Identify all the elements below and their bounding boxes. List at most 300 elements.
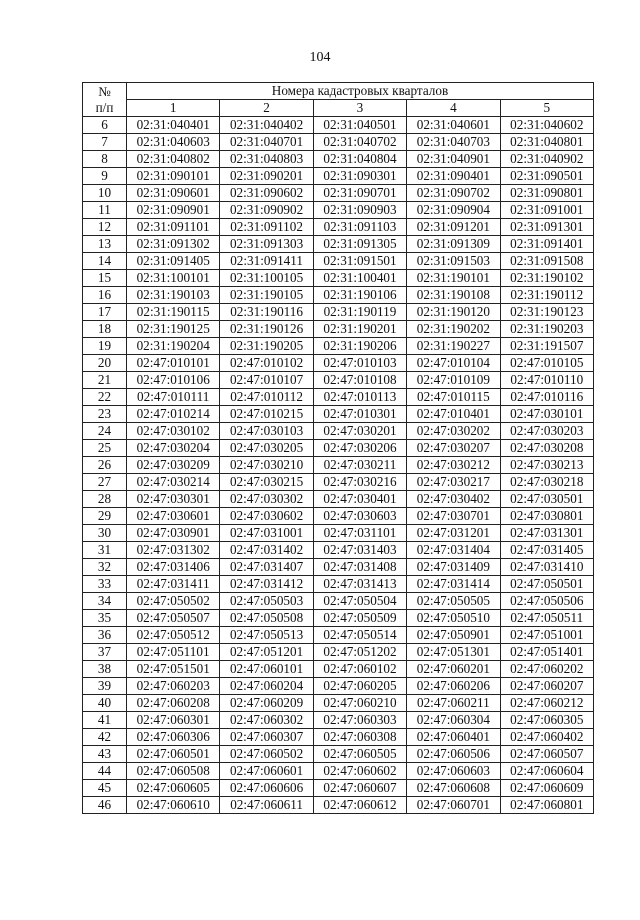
cadastral-number-cell: 02:47:050514: [313, 627, 406, 644]
cadastral-number-cell: 02:47:060210: [313, 695, 406, 712]
cadastral-number-cell: 02:31:040601: [407, 117, 500, 134]
cadastral-number-cell: 02:47:030401: [313, 491, 406, 508]
row-number-cell: 14: [83, 253, 127, 270]
table-row: [83, 202, 594, 219]
cadastral-number-cell: 02:31:090801: [500, 185, 593, 202]
cadastral-number-cell: 02:31:091101: [127, 219, 220, 236]
cadastral-number-cell: 02:31:090201: [220, 168, 313, 185]
row-number-cell: 11: [83, 202, 127, 219]
cadastral-number-cell: 02:47:031403: [313, 542, 406, 559]
cadastral-number-cell: 02:47:030206: [313, 440, 406, 457]
cadastral-number-cell: 02:47:050501: [500, 576, 593, 593]
cadastral-number-cell: 02:47:060308: [313, 729, 406, 746]
table-row: [83, 474, 594, 491]
cadastral-number-cell: 02:47:050510: [407, 610, 500, 627]
table-row: [83, 304, 594, 321]
page-number: 104: [309, 50, 331, 65]
row-number-cell: 16: [83, 287, 127, 304]
cadastral-number-cell: 02:47:031414: [407, 576, 500, 593]
table-row: [83, 134, 594, 151]
cadastral-number-cell: 02:31:190204: [127, 338, 220, 355]
cadastral-number-cell: 02:47:031413: [313, 576, 406, 593]
cadastral-number-cell: 02:47:050505: [407, 593, 500, 610]
cadastral-number-cell: 02:47:060606: [220, 780, 313, 797]
cadastral-number-cell: 02:31:190205: [220, 338, 313, 355]
cadastral-number-cell: 02:47:060307: [220, 729, 313, 746]
cadastral-number-cell: 02:47:050503: [220, 593, 313, 610]
cadastral-number-cell: 02:47:030207: [407, 440, 500, 457]
cadastral-number-cell: 02:47:031201: [407, 525, 500, 542]
cadastral-number-cell: 02:47:060301: [127, 712, 220, 729]
cadastral-number-cell: 02:47:060605: [127, 780, 220, 797]
table-row: [83, 168, 594, 185]
cadastral-number-cell: 02:31:090101: [127, 168, 220, 185]
cadastral-number-cell: 02:31:091201: [407, 219, 500, 236]
cadastral-number-cell: 02:47:031407: [220, 559, 313, 576]
cadastral-number-cell: 02:47:031411: [127, 576, 220, 593]
row-number-cell: 41: [83, 712, 127, 729]
table-row: [83, 287, 594, 304]
cadastral-number-cell: 02:47:060201: [407, 661, 500, 678]
row-number-cell: 17: [83, 304, 127, 321]
table-row: [83, 440, 594, 457]
cadastral-number-cell: 02:47:060508: [127, 763, 220, 780]
cadastral-number-cell: 02:47:060402: [500, 729, 593, 746]
cadastral-number-cell: 02:47:060507: [500, 746, 593, 763]
cadastral-number-cell: 02:31:040401: [127, 117, 220, 134]
table-body: [83, 117, 594, 814]
cadastral-number-cell: 02:47:060612: [313, 797, 406, 814]
cadastral-number-cell: 02:31:090601: [127, 185, 220, 202]
table-row: [83, 576, 594, 593]
row-number-cell: 29: [83, 508, 127, 525]
cadastral-number-cell: 02:47:060609: [500, 780, 593, 797]
cadastral-number-cell: 02:47:050513: [220, 627, 313, 644]
cadastral-number-cell: 02:47:060401: [407, 729, 500, 746]
row-number-cell: 26: [83, 457, 127, 474]
cadastral-number-cell: 02:31:090702: [407, 185, 500, 202]
cadastral-number-cell: 02:47:060203: [127, 678, 220, 695]
cadastral-number-cell: 02:47:030215: [220, 474, 313, 491]
cadastral-number-cell: 02:31:091103: [313, 219, 406, 236]
cadastral-number-cell: 02:47:010116: [500, 389, 593, 406]
cadastral-quarters-table: [82, 82, 594, 814]
cadastral-number-cell: 02:31:090602: [220, 185, 313, 202]
cadastral-number-cell: 02:47:030214: [127, 474, 220, 491]
cadastral-number-cell: 02:47:060701: [407, 797, 500, 814]
cadastral-number-cell: 02:31:190203: [500, 321, 593, 338]
cadastral-number-cell: 02:47:060601: [220, 763, 313, 780]
cadastral-number-cell: 02:47:031404: [407, 542, 500, 559]
row-number-cell: 32: [83, 559, 127, 576]
cadastral-number-cell: 02:47:060304: [407, 712, 500, 729]
cadastral-number-cell: 02:47:060607: [313, 780, 406, 797]
cadastral-number-cell: 02:47:060207: [500, 678, 593, 695]
cadastral-number-cell: 02:47:050508: [220, 610, 313, 627]
cadastral-number-cell: 02:47:030204: [127, 440, 220, 457]
cadastral-number-cell: 02:47:030210: [220, 457, 313, 474]
cadastral-number-cell: 02:31:040402: [220, 117, 313, 134]
row-number-cell: 12: [83, 219, 127, 236]
cadastral-number-cell: 02:31:090401: [407, 168, 500, 185]
cadastral-number-cell: 02:47:010301: [313, 406, 406, 423]
cadastral-number-cell: 02:31:190116: [220, 304, 313, 321]
row-number-cell: 18: [83, 321, 127, 338]
cadastral-number-cell: 02:31:100105: [220, 270, 313, 287]
table-row: [83, 406, 594, 423]
cadastral-number-cell: 02:47:030101: [500, 406, 593, 423]
cadastral-number-cell: 02:31:100101: [127, 270, 220, 287]
cadastral-number-cell: 02:31:090901: [127, 202, 220, 219]
cadastral-number-cell: 02:47:051202: [313, 644, 406, 661]
cadastral-number-cell: 02:47:030602: [220, 508, 313, 525]
table-row: [83, 236, 594, 253]
cadastral-number-cell: 02:47:031406: [127, 559, 220, 576]
cadastral-number-cell: 02:47:051501: [127, 661, 220, 678]
row-number-cell: 44: [83, 763, 127, 780]
cadastral-number-cell: 02:31:091001: [500, 202, 593, 219]
cadastral-number-cell: 02:47:060602: [313, 763, 406, 780]
cadastral-number-cell: 02:47:060205: [313, 678, 406, 695]
cadastral-number-cell: 02:47:031302: [127, 542, 220, 559]
cadastral-number-cell: 02:31:040901: [407, 151, 500, 168]
cadastral-number-cell: 02:31:090903: [313, 202, 406, 219]
table-row: [83, 661, 594, 678]
row-number-cell: 13: [83, 236, 127, 253]
cadastral-number-cell: 02:47:031412: [220, 576, 313, 593]
column-header: 1: [127, 100, 220, 117]
row-number-cell: 23: [83, 406, 127, 423]
table-row: [83, 559, 594, 576]
table-row: [83, 729, 594, 746]
cadastral-number-cell: 02:47:060306: [127, 729, 220, 746]
table-row: [83, 389, 594, 406]
cadastral-number-cell: 02:47:010215: [220, 406, 313, 423]
row-number-cell: 24: [83, 423, 127, 440]
cadastral-number-cell: 02:47:030302: [220, 491, 313, 508]
cadastral-number-cell: 02:47:030216: [313, 474, 406, 491]
column-header: 5: [500, 100, 593, 117]
row-number-cell: 21: [83, 372, 127, 389]
cadastral-number-cell: 02:47:030203: [500, 423, 593, 440]
row-number-header-line2: п/п: [95, 99, 114, 115]
row-number-cell: 30: [83, 525, 127, 542]
cadastral-number-cell: 02:31:190202: [407, 321, 500, 338]
row-number-cell: 35: [83, 610, 127, 627]
row-number-cell: 28: [83, 491, 127, 508]
cadastral-number-cell: 02:31:191507: [500, 338, 593, 355]
cadastral-number-cell: 02:31:090902: [220, 202, 313, 219]
table-row: [83, 423, 594, 440]
cadastral-number-cell: 02:47:031409: [407, 559, 500, 576]
row-number-cell: 19: [83, 338, 127, 355]
cadastral-number-cell: 02:47:010109: [407, 372, 500, 389]
cadastral-number-cell: 02:47:010214: [127, 406, 220, 423]
row-number-cell: 27: [83, 474, 127, 491]
cadastral-number-cell: 02:31:040902: [500, 151, 593, 168]
cadastral-number-cell: 02:31:091405: [127, 253, 220, 270]
cadastral-number-cell: 02:31:091301: [500, 219, 593, 236]
cadastral-number-cell: 02:31:040602: [500, 117, 593, 134]
row-number-cell: 20: [83, 355, 127, 372]
table-row: [83, 270, 594, 287]
cadastral-number-cell: 02:47:030218: [500, 474, 593, 491]
cadastral-number-cell: 02:31:040603: [127, 134, 220, 151]
cadastral-number-cell: 02:47:031001: [220, 525, 313, 542]
cadastral-number-cell: 02:31:190101: [407, 270, 500, 287]
cadastral-number-cell: 02:47:060206: [407, 678, 500, 695]
cadastral-number-cell: 02:47:031405: [500, 542, 593, 559]
table-row: [83, 678, 594, 695]
row-number-cell: 25: [83, 440, 127, 457]
table-row: [83, 457, 594, 474]
cadastral-number-cell: 02:47:030501: [500, 491, 593, 508]
table-row: [83, 780, 594, 797]
cadastral-number-cell: 02:47:060611: [220, 797, 313, 814]
cadastral-number-cell: 02:47:050511: [500, 610, 593, 627]
table-row: [83, 525, 594, 542]
cadastral-number-cell: 02:31:100401: [313, 270, 406, 287]
table-row: [83, 372, 594, 389]
cadastral-number-cell: 02:31:090701: [313, 185, 406, 202]
table-row: [83, 151, 594, 168]
row-number-cell: 38: [83, 661, 127, 678]
table-row: [83, 746, 594, 763]
cadastral-number-cell: 02:31:091303: [220, 236, 313, 253]
table-row: [83, 185, 594, 202]
cadastral-number-cell: 02:47:010401: [407, 406, 500, 423]
row-number-cell: 10: [83, 185, 127, 202]
cadastral-number-cell: 02:47:050504: [313, 593, 406, 610]
row-number-cell: 36: [83, 627, 127, 644]
cadastral-number-cell: 02:31:190108: [407, 287, 500, 304]
cadastral-number-cell: 02:31:091411: [220, 253, 313, 270]
cadastral-number-cell: 02:31:190102: [500, 270, 593, 287]
row-number-cell: 8: [83, 151, 127, 168]
row-number-cell: 37: [83, 644, 127, 661]
cadastral-number-cell: 02:47:010101: [127, 355, 220, 372]
cadastral-number-cell: 02:47:060208: [127, 695, 220, 712]
table-row: [83, 355, 594, 372]
table-row: [83, 644, 594, 661]
cadastral-number-cell: 02:31:190115: [127, 304, 220, 321]
table-row: [83, 593, 594, 610]
row-number-cell: 31: [83, 542, 127, 559]
cadastral-number-cell: 02:47:030801: [500, 508, 593, 525]
table-row: [83, 338, 594, 355]
cadastral-number-cell: 02:31:040802: [127, 151, 220, 168]
cadastral-number-cell: 02:31:091503: [407, 253, 500, 270]
row-number-cell: 42: [83, 729, 127, 746]
table-row: [83, 610, 594, 627]
cadastral-number-cell: 02:47:030212: [407, 457, 500, 474]
table-row: [83, 117, 594, 134]
cadastral-number-cell: 02:47:050507: [127, 610, 220, 627]
table-row: [83, 763, 594, 780]
cadastral-number-cell: 02:47:030601: [127, 508, 220, 525]
cadastral-number-cell: 02:47:010107: [220, 372, 313, 389]
cadastral-number-cell: 02:47:030217: [407, 474, 500, 491]
cadastral-number-cell: 02:47:051001: [500, 627, 593, 644]
cadastral-number-cell: 02:47:060603: [407, 763, 500, 780]
cadastral-number-cell: 02:47:030402: [407, 491, 500, 508]
cadastral-number-cell: 02:47:010104: [407, 355, 500, 372]
cadastral-number-cell: 02:47:060204: [220, 678, 313, 695]
cadastral-number-cell: 02:31:090301: [313, 168, 406, 185]
cadastral-number-cell: 02:47:031410: [500, 559, 593, 576]
cadastral-number-cell: 02:47:051201: [220, 644, 313, 661]
row-number-cell: 40: [83, 695, 127, 712]
cadastral-number-cell: 02:47:060505: [313, 746, 406, 763]
cadastral-number-cell: 02:31:190123: [500, 304, 593, 321]
cadastral-number-cell: 02:31:190106: [313, 287, 406, 304]
header-row-group: [83, 83, 594, 100]
cadastral-number-cell: 02:47:010111: [127, 389, 220, 406]
cadastral-number-cell: 02:31:190103: [127, 287, 220, 304]
cadastral-number-cell: 02:31:190126: [220, 321, 313, 338]
cadastral-number-cell: 02:47:051301: [407, 644, 500, 661]
table-row: [83, 253, 594, 270]
cadastral-number-cell: 02:47:030211: [313, 457, 406, 474]
cadastral-number-cell: 02:47:030102: [127, 423, 220, 440]
table-row: [83, 321, 594, 338]
cadastral-number-cell: 02:47:010105: [500, 355, 593, 372]
cadastral-number-cell: 02:31:040702: [313, 134, 406, 151]
cadastral-number-cell: 02:47:060608: [407, 780, 500, 797]
cadastral-number-cell: 02:47:060202: [500, 661, 593, 678]
row-number-cell: 15: [83, 270, 127, 287]
header-row-columns: [83, 100, 594, 117]
row-number-cell: 7: [83, 134, 127, 151]
cadastral-number-cell: 02:31:040501: [313, 117, 406, 134]
cadastral-number-cell: 02:31:190125: [127, 321, 220, 338]
group-header: Номера кадастровых кварталов: [127, 83, 594, 100]
cadastral-number-cell: 02:31:091401: [500, 236, 593, 253]
table-row: [83, 797, 594, 814]
row-number-cell: 46: [83, 797, 127, 814]
cadastral-number-cell: 02:47:030202: [407, 423, 500, 440]
cadastral-number-cell: 02:47:060302: [220, 712, 313, 729]
cadastral-number-cell: 02:47:060305: [500, 712, 593, 729]
cadastral-number-cell: 02:31:040703: [407, 134, 500, 151]
cadastral-number-cell: 02:47:010106: [127, 372, 220, 389]
cadastral-number-cell: 02:31:190206: [313, 338, 406, 355]
cadastral-number-cell: 02:31:040801: [500, 134, 593, 151]
cadastral-number-cell: 02:31:190201: [313, 321, 406, 338]
cadastral-number-cell: 02:47:030301: [127, 491, 220, 508]
cadastral-number-cell: 02:47:030209: [127, 457, 220, 474]
cadastral-number-cell: 02:31:190112: [500, 287, 593, 304]
cadastral-number-cell: 02:31:091102: [220, 219, 313, 236]
row-number-cell: 34: [83, 593, 127, 610]
row-number-cell: 9: [83, 168, 127, 185]
cadastral-number-cell: 02:47:010112: [220, 389, 313, 406]
cadastral-number-cell: 02:47:060801: [500, 797, 593, 814]
cadastral-number-cell: 02:31:091501: [313, 253, 406, 270]
cadastral-number-cell: 02:47:030103: [220, 423, 313, 440]
cadastral-number-cell: 02:47:010108: [313, 372, 406, 389]
cadastral-number-cell: 02:47:060102: [313, 661, 406, 678]
cadastral-number-cell: 02:47:030213: [500, 457, 593, 474]
cadastral-number-cell: 02:47:030205: [220, 440, 313, 457]
cadastral-number-cell: 02:47:010113: [313, 389, 406, 406]
cadastral-number-cell: 02:47:010103: [313, 355, 406, 372]
column-header: 2: [220, 100, 313, 117]
cadastral-number-cell: 02:47:031402: [220, 542, 313, 559]
cadastral-number-cell: 02:47:060211: [407, 695, 500, 712]
table-row: [83, 508, 594, 525]
cadastral-number-cell: 02:47:030208: [500, 440, 593, 457]
cadastral-number-cell: 02:47:010102: [220, 355, 313, 372]
table-row: [83, 695, 594, 712]
cadastral-number-cell: 02:31:190119: [313, 304, 406, 321]
table-row: [83, 219, 594, 236]
cadastral-number-cell: 02:47:060604: [500, 763, 593, 780]
cadastral-number-cell: 02:31:090501: [500, 168, 593, 185]
table-row: [83, 627, 594, 644]
row-number-cell: 22: [83, 389, 127, 406]
cadastral-number-cell: 02:47:051101: [127, 644, 220, 661]
cadastral-number-cell: 02:47:060502: [220, 746, 313, 763]
row-number-cell: 33: [83, 576, 127, 593]
cadastral-number-cell: 02:47:050509: [313, 610, 406, 627]
cadastral-number-cell: 02:47:030901: [127, 525, 220, 542]
row-number-header: [83, 83, 127, 117]
row-number-cell: 43: [83, 746, 127, 763]
cadastral-number-cell: 02:47:060212: [500, 695, 593, 712]
cadastral-number-cell: 02:31:040803: [220, 151, 313, 168]
cadastral-number-cell: 02:31:090904: [407, 202, 500, 219]
row-number-cell: 6: [83, 117, 127, 134]
cadastral-number-cell: 02:31:091305: [313, 236, 406, 253]
cadastral-number-cell: 02:47:051401: [500, 644, 593, 661]
cadastral-number-cell: 02:47:060303: [313, 712, 406, 729]
cadastral-number-cell: 02:47:060506: [407, 746, 500, 763]
row-number-header-line1: №: [98, 83, 111, 99]
cadastral-number-cell: 02:31:091302: [127, 236, 220, 253]
cadastral-number-cell: 02:47:010110: [500, 372, 593, 389]
row-number-cell: 39: [83, 678, 127, 695]
cadastral-number-cell: 02:47:060501: [127, 746, 220, 763]
cadastral-number-cell: 02:47:010115: [407, 389, 500, 406]
table-row: [83, 542, 594, 559]
table-row: [83, 491, 594, 508]
cadastral-number-cell: 02:47:050502: [127, 593, 220, 610]
cadastral-number-cell: 02:31:091508: [500, 253, 593, 270]
row-number-cell: 45: [83, 780, 127, 797]
cadastral-number-cell: 02:47:031408: [313, 559, 406, 576]
cadastral-number-cell: 02:47:030603: [313, 508, 406, 525]
column-header: 4: [407, 100, 500, 117]
cadastral-number-cell: 02:47:050901: [407, 627, 500, 644]
cadastral-number-cell: 02:47:060101: [220, 661, 313, 678]
column-header: 3: [313, 100, 406, 117]
cadastral-number-cell: 02:47:030701: [407, 508, 500, 525]
cadastral-number-cell: 02:47:050506: [500, 593, 593, 610]
cadastral-number-cell: 02:31:190105: [220, 287, 313, 304]
cadastral-number-cell: 02:31:190227: [407, 338, 500, 355]
cadastral-number-cell: 02:31:040701: [220, 134, 313, 151]
cadastral-number-cell: 02:31:040804: [313, 151, 406, 168]
cadastral-number-cell: 02:31:091309: [407, 236, 500, 253]
table-row: [83, 712, 594, 729]
cadastral-number-cell: 02:31:190120: [407, 304, 500, 321]
cadastral-number-cell: 02:47:031101: [313, 525, 406, 542]
cadastral-number-cell: 02:47:030201: [313, 423, 406, 440]
cadastral-number-cell: 02:47:060209: [220, 695, 313, 712]
cadastral-number-cell: 02:47:060610: [127, 797, 220, 814]
cadastral-number-cell: 02:47:031301: [500, 525, 593, 542]
